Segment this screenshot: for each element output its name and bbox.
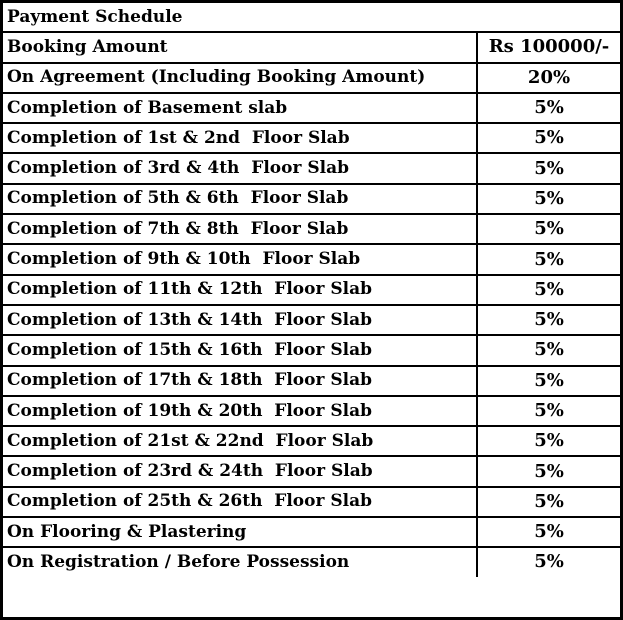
- stage-cell: Completion of 15th & 16th Floor Slab: [3, 335, 477, 365]
- stage-cell: Completion of 21st & 22nd Floor Slab: [3, 426, 477, 456]
- stage-cell: Completion of 5th & 6th Floor Slab: [3, 184, 477, 214]
- table-row: [3, 456, 620, 486]
- table-row: [3, 244, 620, 274]
- title-row: [3, 3, 620, 32]
- amount-cell: 20%: [477, 63, 620, 93]
- stage-cell: Completion of 13th & 14th Floor Slab: [3, 305, 477, 335]
- stage-cell: Completion of 19th & 20th Floor Slab: [3, 396, 477, 426]
- amount-cell: 5%: [477, 123, 620, 153]
- stage-cell: On Agreement (Including Booking Amount): [3, 63, 477, 93]
- table-row: [3, 487, 620, 517]
- table-row: [3, 32, 620, 62]
- table-row: [3, 184, 620, 214]
- stage-cell: Completion of 23rd & 24th Floor Slab: [3, 456, 477, 486]
- table-row: [3, 275, 620, 305]
- stage-cell: Completion of Basement slab: [3, 93, 477, 123]
- amount-cell: 5%: [477, 214, 620, 244]
- amount-cell: 5%: [477, 184, 620, 214]
- amount-cell: 5%: [477, 244, 620, 274]
- stage-cell: Completion of 7th & 8th Floor Slab: [3, 214, 477, 244]
- table-row: [3, 214, 620, 244]
- stage-cell: Completion of 9th & 10th Floor Slab: [3, 244, 477, 274]
- stage-cell: Completion of 1st & 2nd Floor Slab: [3, 123, 477, 153]
- table-row: [3, 335, 620, 365]
- table-row: [3, 426, 620, 456]
- amount-cell: 5%: [477, 153, 620, 183]
- stage-cell: Completion of 25th & 26th Floor Slab: [3, 487, 477, 517]
- amount-cell: 5%: [477, 366, 620, 396]
- table-row: [3, 153, 620, 183]
- amount-cell: 5%: [477, 517, 620, 547]
- amount-cell: 5%: [477, 547, 620, 576]
- stage-cell: Completion of 3rd & 4th Floor Slab: [3, 153, 477, 183]
- stage-cell: Completion of 17th & 18th Floor Slab: [3, 366, 477, 396]
- amount-cell: 5%: [477, 93, 620, 123]
- table-row: [3, 517, 620, 547]
- amount-cell: 5%: [477, 305, 620, 335]
- amount-cell: 5%: [477, 456, 620, 486]
- table-row: [3, 123, 620, 153]
- amount-cell: 5%: [477, 275, 620, 305]
- amount-cell: 5%: [477, 426, 620, 456]
- stage-cell: On Registration / Before Possession: [3, 547, 477, 576]
- table-row: [3, 63, 620, 93]
- table-row: [3, 396, 620, 426]
- table-row: [3, 93, 620, 123]
- amount-cell: 5%: [477, 335, 620, 365]
- table-title: Payment Schedule: [3, 3, 620, 32]
- payment-schedule-table: [3, 3, 620, 577]
- stage-cell: Booking Amount: [3, 32, 477, 62]
- amount-cell: 5%: [477, 487, 620, 517]
- stage-cell: Completion of 11th & 12th Floor Slab: [3, 275, 477, 305]
- table-row: [3, 366, 620, 396]
- table-row: [3, 305, 620, 335]
- amount-cell: 5%: [477, 396, 620, 426]
- amount-cell: Rs 100000/-: [477, 32, 620, 62]
- stage-cell: On Flooring & Plastering: [3, 517, 477, 547]
- table-row: [3, 547, 620, 576]
